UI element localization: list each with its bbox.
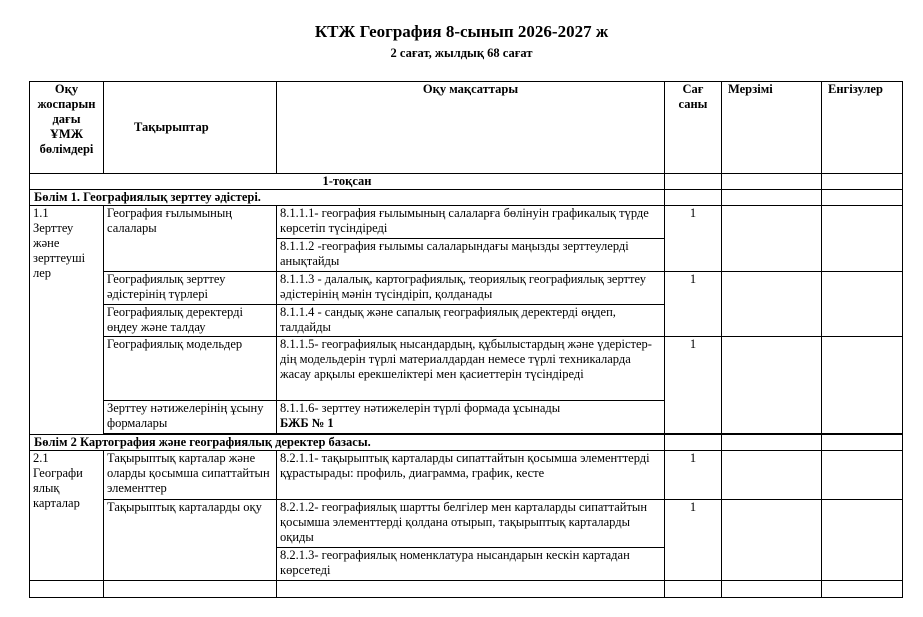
topic-cell: Географиялық зерттеу әдістерінің түрлері [104, 272, 277, 305]
hours-cell: 1 [665, 272, 722, 337]
section-row-1 [30, 190, 903, 206]
hours-cell: 1 [665, 206, 722, 272]
hours-cell: 1 [665, 337, 722, 434]
header-unit: Оқу жоспарын дағы ҰМЖ бөлімдері [30, 82, 104, 174]
header-objectives: Оқу мақсаттары [277, 82, 665, 174]
document-title: КТЖ География 8-сынып 2026-2027 ж [314, 22, 609, 41]
header-date: Мерзімі [722, 82, 822, 174]
topic-cell: Географиялық деректерді өңдеу және талдау [104, 305, 277, 337]
assessment-label: БЖБ № 1 [280, 416, 334, 430]
topic-cell: Географиялық модельдер [104, 337, 277, 401]
header-hours: Сағ саны [665, 82, 722, 174]
table-row [30, 206, 903, 239]
objective-cell: 8.2.1.1- тақырыптық карталарды сипаттайтын қосымша элементтерді құрастырады: профиль, диаграмма, график, кесте [277, 451, 665, 500]
section-title: Бөлім 1. Географиялық зерттеу әдістері. [30, 190, 665, 206]
topic-cell: География ғылымының салалары [104, 206, 277, 272]
objective-cell: 8.1.1.1- география ғылымының салаларға бөлінуін графикалық түрде көрсетіп түсіндіреді [277, 206, 665, 239]
objective-cell: 8.1.1.5- географиялық нысандардың, құбылыстардың және үдерістер-дің модельдерін түрлі материалдардан немесе түрлі техникаларда жасау арқылы ерекшеліктері мен қасиеттерін түсіндіреді [277, 337, 665, 401]
table-row [30, 500, 903, 548]
curriculum-table [29, 81, 903, 598]
objective-cell: 8.2.1.2- географиялық шартты белгілер мен карталарды сипаттайтын қосымша элементтерді қолдана отырып, тақырыптық карталарды оқиды [277, 500, 665, 548]
table-row [30, 337, 903, 401]
topic-cell: Зерттеу нәтижелерінің ұсыну формалары [104, 401, 277, 434]
table-row [30, 272, 903, 305]
section-row-2 [30, 435, 903, 451]
objective-cell: 8.1.1.4 - сандық және сапалық географиялық деректерді өңдеп, талдайды [277, 305, 665, 337]
table-row [30, 451, 903, 500]
objective-cell: 8.1.1.3 - далалық, картографиялық, теориялық географиялық зерттеу әдістерінің мәнін түсіндіріп, қолданады [277, 272, 665, 305]
topic-cell: Тақырыптық карталарды оқу [104, 500, 277, 581]
table-header-row [30, 82, 903, 174]
hours-cell: 1 [665, 500, 722, 581]
quarter-row [30, 174, 903, 190]
topic-cell: Тақырыптық карталар және оларды қосымша сипаттайтын элементтер [104, 451, 277, 500]
hours-cell: 1 [665, 451, 722, 500]
objective-cell: 8.1.1.2 -география ғылымы салаларындағы маңызды зерттеулерді анықтайды [277, 239, 665, 272]
header-topics: Тақырыптар [104, 82, 277, 174]
quarter-label: 1-тоқсан [30, 174, 665, 190]
table-row [30, 581, 903, 598]
unit-cell: 1.1 Зерттеу және зерттеуші лер [30, 206, 104, 435]
unit-cell: 2.1 Географи ялық карталар [30, 451, 104, 581]
section-title: Бөлім 2 Картография және географиялық деректер базасы. [30, 435, 665, 451]
objective-cell: 8.1.1.6- зерттеу нәтижелерін түрлі формада ұсынады БЖБ № 1 [277, 401, 665, 434]
document-subtitle: 2 сағат, жылдық 68 сағат [390, 46, 533, 60]
header-changes: Енгізулер [822, 82, 903, 174]
objective-cell: 8.2.1.3- географиялық номенклатура нысандарын кескін картадан көрсетеді [277, 548, 665, 581]
